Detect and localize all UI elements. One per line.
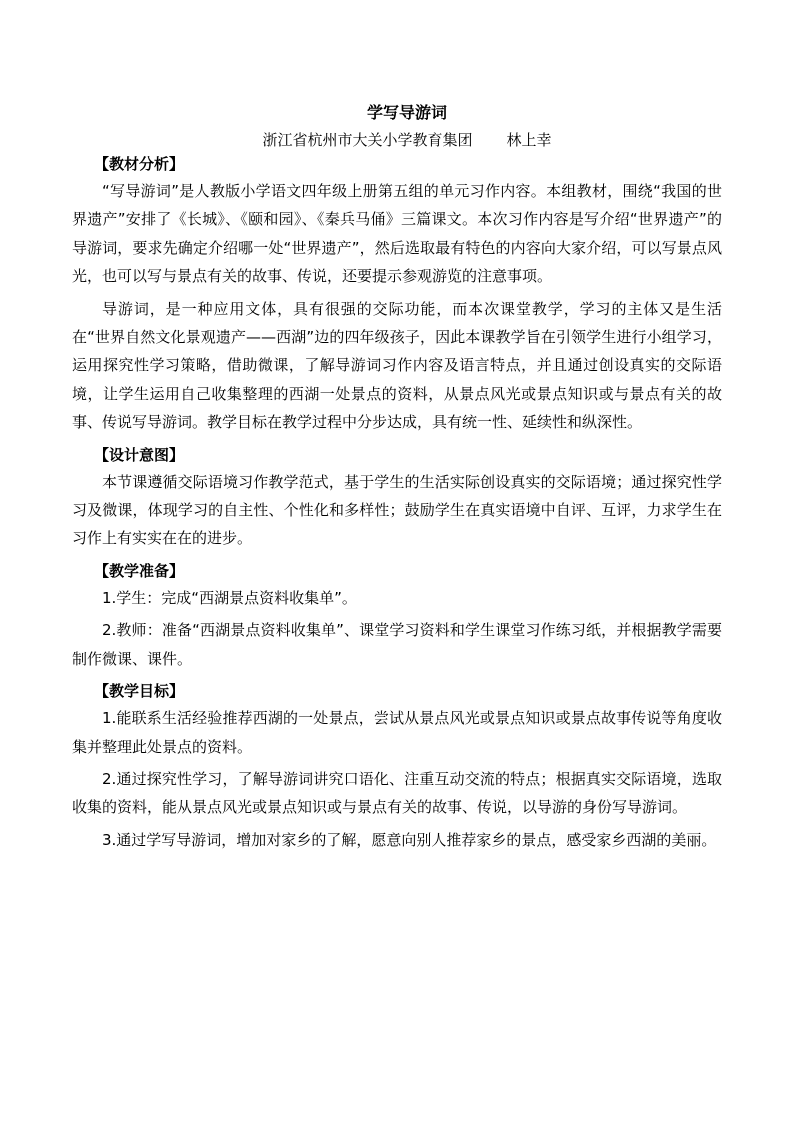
section-heading: 【设计意图】 [94, 445, 185, 464]
paragraph: “写导游词”是人教版小学语文四年级上册第五组的单元习作内容。本组教材，围绕“我国的世界遗产”安排了《长城》、《颐和园》、《秦兵马俑》三篇课文。本次习作内容是写介绍“世界遗产”的导游词，要求先确定介绍哪一处“世界遗产”，然后选取最有特色的内容向大家介绍，可以写景点风光，也可以写与景点有关的故事、传说，还要提示参观游览的注意事项。 [72, 182, 722, 286]
paragraph: 2.教师：准备“西湖景点资料收集单”、课堂学习资料和学生课堂习作练习纸，并根据教学需要制作微课、课件。 [72, 621, 722, 668]
paragraph: 1.学生：完成“西湖景点资料收集单”。 [102, 588, 357, 607]
paragraph: 本节课遵循交际语境习作教学范式，基于学生的生活实际创设真实的交际语境；通过探究性学习及微课，体现学习的自主性、个性化和多样性；鼓励学生在真实语境中自评、互评，力求学生在习作上有实实在在的进步。 [72, 472, 722, 548]
section-design [72, 443, 722, 553]
section-analysis [72, 152, 722, 437]
paragraph: 1.能联系生活经验推荐西湖的一处景点，尝试从景点风光或景点知识或景点故事传说等角度收集并整理此处景点的资料。 [72, 709, 722, 756]
document-body [72, 100, 722, 854]
paragraph: 2.通过探究性学习，了解导游词讲究口语化、注重互动交流的特点；根据真实交际语境，选取收集的资料，能从景点风光或景点知识或与景点有关的故事、传说，以导游的身份写导游词。 [72, 769, 722, 817]
author-school: 浙江省杭州市大关小学教育集团 [262, 131, 473, 149]
section-heading: 【教材分析】 [94, 155, 185, 173]
section-heading: 【教学准备】 [94, 561, 185, 580]
author-line [72, 128, 722, 152]
section-goals [72, 679, 722, 854]
author-name: 林上幸 [506, 131, 552, 149]
section-heading: 【教学目标】 [94, 682, 185, 701]
paragraph: 3.通过学写导游词，增加对家乡的了解，愿意向别人推荐家乡的景点，感受家乡西湖的美丽。 [102, 830, 717, 849]
section-preparation [72, 559, 722, 673]
paragraph: 导游词，是一种应用文体，具有很强的交际功能，而本次课堂教学，学习的主体又是生活在“世界自然文化景观遗产——西湖”边的四年级孩子，因此本课教学旨在引领学生进行小组学习，运用探究性学习策略，借助微课，了解导游词习作内容及语言特点，并且通过创设真实的交际语境，让学生运用自己收集整理的西湖一处景点的资料，从景点风光或景点知识或与景点有关的故事、传说写导游词。教学目标在教学过程中分步达成，具有统一性、延续性和纵深性。 [72, 299, 722, 432]
document-title: 学写导游词 [366, 103, 447, 122]
